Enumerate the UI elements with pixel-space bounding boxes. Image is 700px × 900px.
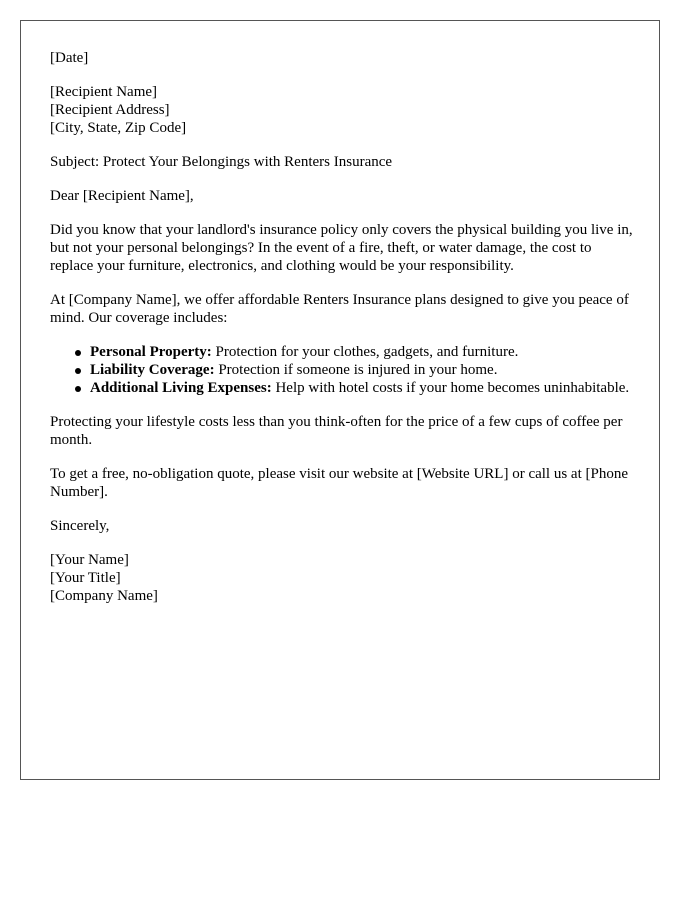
recipient-city-state-zip: [City, State, Zip Code] [50,120,187,136]
sender-name: [Your Name] [50,552,129,568]
bullet-icon [75,368,81,374]
coverage-term: Personal Property: [90,344,212,360]
letter-body [50,49,635,621]
recipient-block [50,83,635,137]
signature-block [50,551,635,605]
coverage-description: Protection if someone is injured in your home. [214,362,498,378]
offer-paragraph: At [Company Name], we offer affordable Renters Insurance plans designed to give you peace of mind. Our coverage includes: [50,292,629,326]
date-line: [Date] [50,50,89,66]
coverage-description: Help with hotel costs if your home becomes uninhabitable. [271,380,630,396]
bullet-icon [75,386,81,392]
coverage-term: Additional Living Expenses: [90,380,272,396]
subject-line: Subject: Protect Your Belongings with Renters Insurance [50,154,393,170]
coverage-list [50,343,635,397]
sender-title: [Your Title] [50,570,121,586]
recipient-name: [Recipient Name] [50,84,158,100]
list-item [90,343,635,361]
greeting: Dear [Recipient Name], [50,188,194,204]
intro-paragraph: Did you know that your landlord's insurance policy only covers the physical building you live in, but not your personal belongings? In the event of a fire, theft, or water damage, the cost to replace your furniture, electronics, and clothing would be your responsibility. [50,222,633,274]
recipient-address: [Recipient Address] [50,102,170,118]
call-to-action-paragraph: To get a free, no-obligation quote, please visit our website at [Website URL] or call us at [Phone Number]. [50,466,628,500]
list-item [90,379,635,397]
coverage-term: Liability Coverage: [90,362,215,378]
bullet-icon [75,350,81,356]
sender-company: [Company Name] [50,588,158,604]
list-item [90,361,635,379]
pricing-paragraph: Protecting your lifestyle costs less than you think-often for the price of a few cups of coffee per month. [50,414,623,448]
letter-page [20,20,660,780]
coverage-description: Protection for your clothes, gadgets, and furniture. [211,344,519,360]
closing-line: Sincerely, [50,518,110,534]
